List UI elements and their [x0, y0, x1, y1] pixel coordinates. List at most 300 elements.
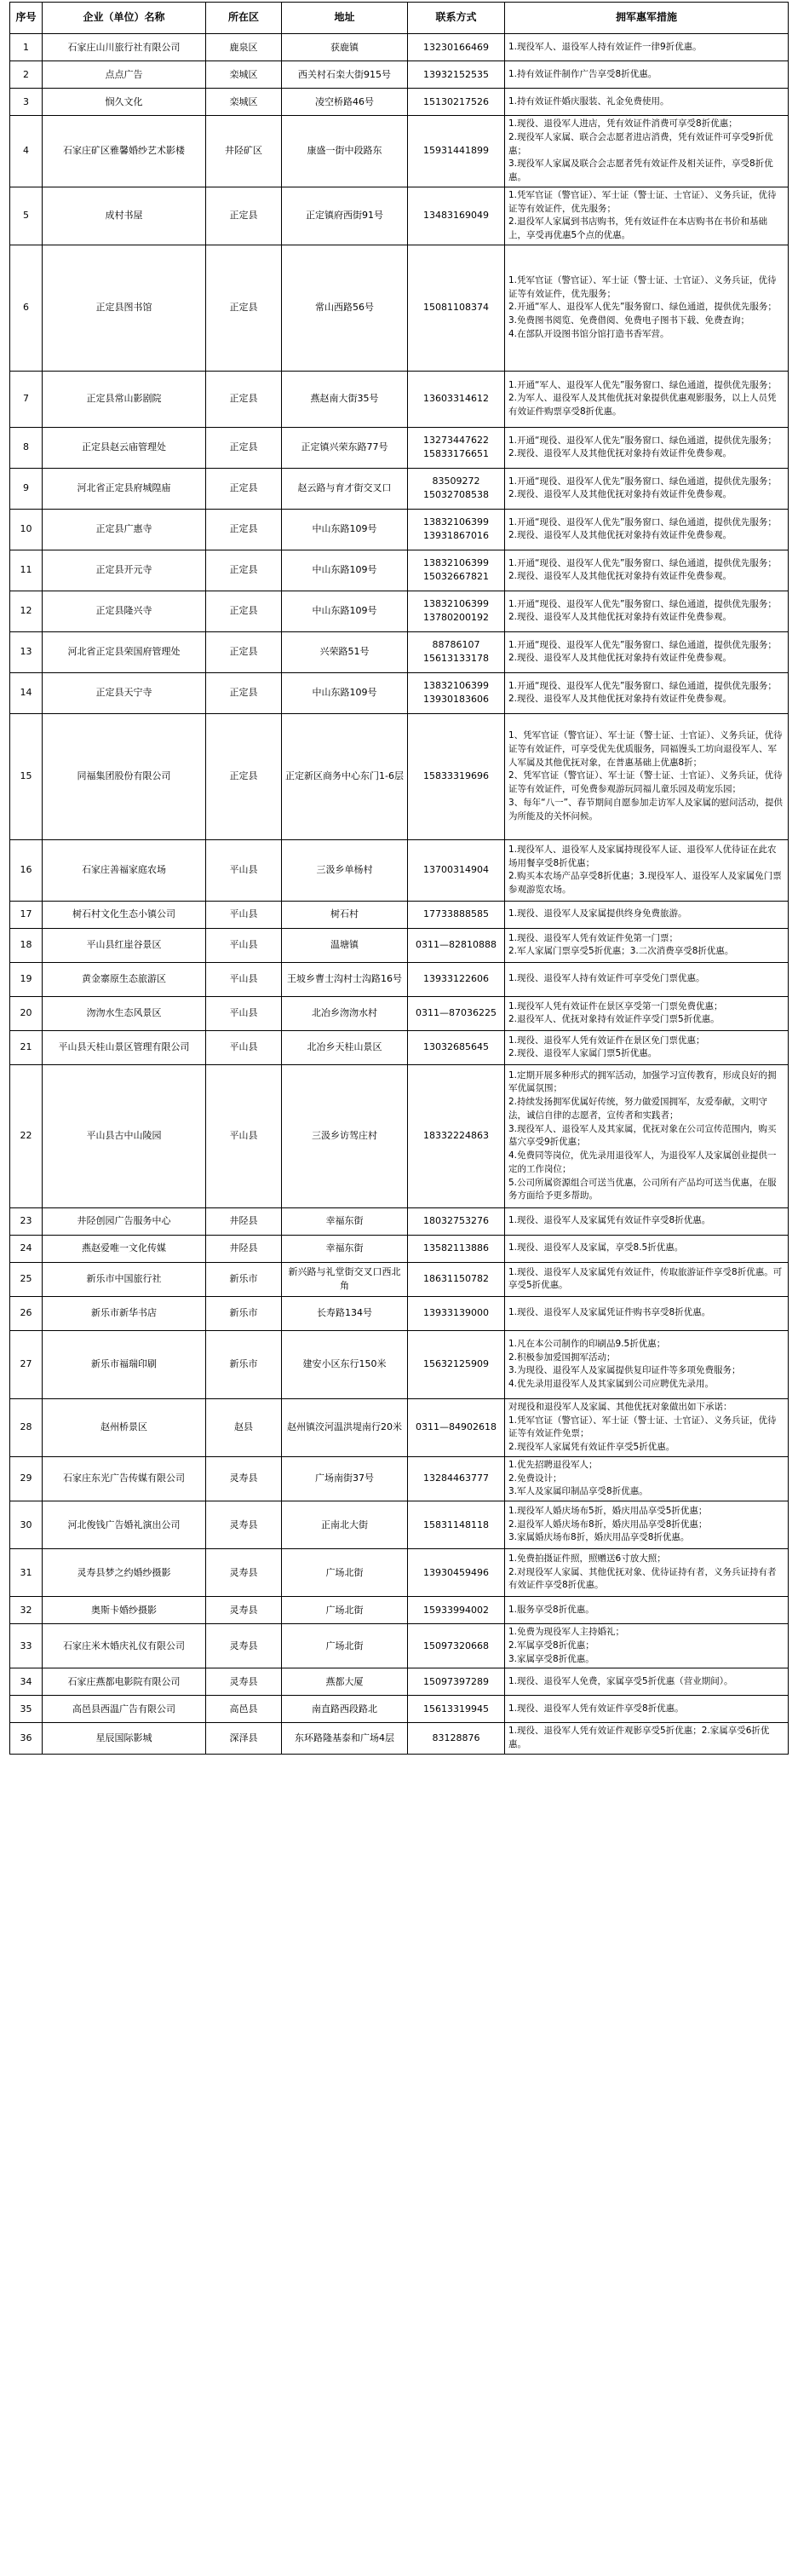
row-number: 28 — [10, 1398, 43, 1456]
company-name: 赵州桥景区 — [43, 1398, 206, 1456]
district: 平山县 — [206, 928, 282, 962]
contact — [408, 1330, 505, 1398]
measure-item: 1.现役军人婚庆场布5折，婚庆用品享受5折优惠； — [508, 1505, 708, 1516]
measure-item: 1.现役、退役军人及家属凭证件购书享受8折优惠。 — [508, 1307, 711, 1318]
measure-item: 3.家属享受8折优惠。 — [508, 1653, 594, 1664]
row-number: 7 — [10, 371, 43, 427]
phone-number: 15933994002 — [423, 1604, 489, 1616]
company-name: 树石村文化生态小镇公司 — [43, 901, 206, 928]
address: 正定新区商务中心东门1-6层 — [282, 713, 408, 839]
contact — [408, 89, 505, 116]
row-number: 1 — [10, 34, 43, 61]
address: 凌空桥路46号 — [282, 89, 408, 116]
company-name: 正定县赵云庙管理处 — [43, 427, 206, 468]
row-number: 8 — [10, 427, 43, 468]
measure-item: 1.持有效证件制作广告享受8折优惠。 — [508, 68, 657, 79]
measure-item: 2.现役军人家属凭有效证件享受5折优惠。 — [508, 1442, 675, 1452]
district: 平山县 — [206, 839, 282, 901]
measure-item: 1.服务享受8折优惠。 — [508, 1604, 594, 1615]
company-name: 河北俊钱广告婚礼演出公司 — [43, 1501, 206, 1549]
contact — [408, 468, 505, 509]
district: 新乐市 — [206, 1262, 282, 1296]
measures — [505, 509, 789, 550]
measure-item: 1.现役军人、退役军人持有效证件一律9折优惠。 — [508, 41, 702, 52]
measure-item: 2.购买本农场产品享受8折优惠；3.现役军人、退役军人及家属免门票参观游览农场。 — [508, 871, 782, 895]
measures — [505, 713, 789, 839]
district: 正定县 — [206, 591, 282, 631]
measures — [505, 672, 789, 713]
address: 广场北街 — [282, 1549, 408, 1597]
row-number: 4 — [10, 116, 43, 187]
table-row — [10, 1030, 789, 1064]
phone-number: 13832106399 — [423, 516, 489, 528]
measures — [505, 1501, 789, 1549]
measures — [505, 839, 789, 901]
measures — [505, 1064, 789, 1207]
table-row — [10, 34, 789, 61]
measure-item: 3.军人及家属印制品享受8折优惠。 — [508, 1486, 648, 1497]
measure-item: 2.开通“军人、退役军人优先”服务窗口、绿色通道，提供优先服务； — [508, 302, 777, 313]
table-row — [10, 245, 789, 371]
contact — [408, 1235, 505, 1262]
row-number: 36 — [10, 1723, 43, 1755]
company-name: 沕沕水生态风景区 — [43, 996, 206, 1030]
measure-item: 1.凡在本公司制作的印刷品9.5折优惠； — [508, 1338, 666, 1349]
phone-number: 15032708538 — [423, 489, 489, 501]
row-number: 33 — [10, 1624, 43, 1668]
address: 幸福东街 — [282, 1207, 408, 1235]
phone-number: 15613133178 — [423, 653, 489, 665]
company-name: 正定县图书馆 — [43, 245, 206, 371]
phone-number: 13230166469 — [423, 41, 489, 53]
contact — [408, 1549, 505, 1597]
table-row — [10, 713, 789, 839]
table-row — [10, 1549, 789, 1597]
phone-number: 13780200192 — [423, 612, 489, 624]
phone-number: 0311—84902618 — [416, 1421, 497, 1433]
table-row — [10, 839, 789, 901]
row-number: 19 — [10, 962, 43, 996]
row-number: 27 — [10, 1330, 43, 1398]
measure-item: 2.现役、退役军人及其他优抚对象持有效证件免费参观。 — [508, 653, 732, 664]
header-name: 企业（单位）名称 — [43, 3, 206, 34]
table-row — [10, 1398, 789, 1456]
contact — [408, 116, 505, 187]
measures — [505, 371, 789, 427]
table-row — [10, 116, 789, 187]
table-row — [10, 996, 789, 1030]
address: 王坡乡曹士沟村士沟路16号 — [282, 962, 408, 996]
address: 兴荣路51号 — [282, 631, 408, 672]
measures — [505, 1723, 789, 1755]
address: 北冶乡天桂山景区 — [282, 1030, 408, 1064]
table-row — [10, 1330, 789, 1398]
measures — [505, 34, 789, 61]
company-name: 正定县广惠寺 — [43, 509, 206, 550]
row-number: 20 — [10, 996, 43, 1030]
phone-number: 15931441899 — [423, 145, 489, 157]
table-row — [10, 61, 789, 89]
contact — [408, 1597, 505, 1624]
measure-item: 2.军人家属门票享受5折优惠；3.二次消费享受8折优惠。 — [508, 946, 734, 957]
measures — [505, 928, 789, 962]
header-contact: 联系方式 — [408, 3, 505, 34]
measure-item: 2.免费设计； — [508, 1472, 562, 1484]
address: 燕都大厦 — [282, 1668, 408, 1696]
measures — [505, 89, 789, 116]
measure-item: 1.开通“现役、退役军人优先”服务窗口、绿色通道，提供优先服务； — [508, 557, 777, 568]
company-name: 河北省正定县府城隍庙 — [43, 468, 206, 509]
phone-number: 83128876 — [432, 1732, 480, 1744]
measure-item: 1.开通“现役、退役军人优先”服务窗口、绿色通道，提供优先服务； — [508, 516, 777, 527]
measure-item: 1.开通“军人、退役军人优先”服务窗口、绿色通道，提供优先服务； — [508, 379, 777, 390]
company-name: 燕赵爱唯一文化传媒 — [43, 1235, 206, 1262]
row-number: 18 — [10, 928, 43, 962]
row-number: 25 — [10, 1262, 43, 1296]
measures — [505, 187, 789, 245]
company-name: 平山县红崖谷景区 — [43, 928, 206, 962]
measure-item: 1.现役军人凭有效证件在景区享受第一门票免费优惠； — [508, 1000, 723, 1011]
measure-item: 2.对现役军人家属、其他优抚对象、优待证持有者，义务兵证持有者有效证件享受8折优惠。 — [508, 1566, 777, 1591]
measures — [505, 427, 789, 468]
measure-item: 2.退役军人、优抚对象持有效证件享受门票5折优惠。 — [508, 1014, 720, 1025]
company-name: 石家庄善福家庭农场 — [43, 839, 206, 901]
measure-item: 4.免费同等岗位，优先录用退役军人，为退役军人及家属创业提供一定的工作岗位； — [508, 1150, 777, 1174]
measure-item: 2.现役、退役军人及其他优抚对象持有效证件免费参观。 — [508, 448, 732, 459]
table-row — [10, 89, 789, 116]
measure-item: 1.凭军官证（警官证）、军士证（警士证、士官证）、义务兵证，优待证等有效证件免票； — [508, 1415, 777, 1439]
phone-number: 13483169049 — [423, 210, 489, 222]
measure-item: 3.免费图书阅览、免费借阅、免费电子图书下载、免费查询； — [508, 315, 750, 326]
header-no: 序号 — [10, 3, 43, 34]
table-row — [10, 1262, 789, 1296]
phone-number: 13284463777 — [423, 1472, 489, 1484]
measure-item: 3.现役军人、退役军人及其家属，优抚对象在公司宣传范围内，购买墓穴享受9折优惠； — [508, 1123, 777, 1148]
phone-number: 13832106399 — [423, 680, 489, 692]
contact — [408, 962, 505, 996]
address: 幸福东街 — [282, 1235, 408, 1262]
district: 灵寿县 — [206, 1624, 282, 1668]
measures — [505, 1207, 789, 1235]
address: 中山东路109号 — [282, 591, 408, 631]
contact — [408, 1030, 505, 1064]
row-number: 35 — [10, 1696, 43, 1723]
company-name: 点点广告 — [43, 61, 206, 89]
row-number: 34 — [10, 1668, 43, 1696]
table-row — [10, 427, 789, 468]
address: 新兴路与礼堂街交叉口西北角 — [282, 1262, 408, 1296]
measures — [505, 1030, 789, 1064]
company-name: 石家庄米木婚庆礼仪有限公司 — [43, 1624, 206, 1668]
address: 正南北大街 — [282, 1501, 408, 1549]
phone-number: 13933139000 — [423, 1307, 489, 1319]
phone-number: 15097320668 — [423, 1640, 489, 1651]
measures — [505, 631, 789, 672]
phone-number: 83509272 — [432, 475, 480, 487]
district: 正定县 — [206, 468, 282, 509]
measure-item: 1、凭军官证（警官证）、军士证（警士证、士官证）、义务兵证，优待证等有效证件，可享受优先优质服务，同福馒头工坊向退役军人、军人军属及其他优抚对象，在普惠基础上优惠8折； — [508, 730, 783, 768]
contact — [408, 591, 505, 631]
row-number: 2 — [10, 61, 43, 89]
row-number: 13 — [10, 631, 43, 672]
table-row — [10, 187, 789, 245]
district: 灵寿县 — [206, 1501, 282, 1549]
measures — [505, 1549, 789, 1597]
contact — [408, 427, 505, 468]
measure-item: 2.持续发扬拥军优属好传统，努力做爱国拥军，友爱奉献，文明守法，诚信自律的志愿者，宣传者和实践者； — [508, 1097, 768, 1121]
contact — [408, 34, 505, 61]
phone-number: 17733888585 — [423, 908, 489, 920]
measure-item: 3.家属婚庆场布8折，婚庆用品享受8折优惠。 — [508, 1532, 690, 1543]
phone-number: 13832106399 — [423, 557, 489, 569]
row-number: 29 — [10, 1456, 43, 1501]
district: 井陉县 — [206, 1235, 282, 1262]
measure-item: 2.现役、退役军人及其他优抚对象持有效证件免费参观。 — [508, 530, 732, 541]
company-name: 新乐市福瑞印刷 — [43, 1330, 206, 1398]
district: 正定县 — [206, 672, 282, 713]
contact — [408, 187, 505, 245]
company-name: 井陉创园广告服务中心 — [43, 1207, 206, 1235]
district: 灵寿县 — [206, 1456, 282, 1501]
company-name: 正定县隆兴寺 — [43, 591, 206, 631]
district: 灵寿县 — [206, 1597, 282, 1624]
phone-number: 18032753276 — [423, 1215, 489, 1227]
table-row — [10, 672, 789, 713]
table-row — [10, 1501, 789, 1549]
company-name: 灵寿县梦之约婚纱摄影 — [43, 1549, 206, 1597]
company-name: 奥斯卡婚纱摄影 — [43, 1597, 206, 1624]
measure-item: 2.现役、退役军人及其他优抚对象持有效证件免费参观。 — [508, 571, 732, 582]
measure-item: 1.优先招聘退役军人； — [508, 1459, 598, 1470]
measure-item: 3.为现役、退役军人及家属提供复印证件等多项免费服务； — [508, 1365, 741, 1376]
company-name: 高邑县西温广告有限公司 — [43, 1696, 206, 1723]
measure-item: 2.退役军人婚庆场布8折，婚庆用品享受8折优惠； — [508, 1519, 708, 1530]
contact — [408, 550, 505, 591]
address: 广场北街 — [282, 1624, 408, 1668]
address: 中山东路109号 — [282, 509, 408, 550]
district: 平山县 — [206, 996, 282, 1030]
measures — [505, 1330, 789, 1398]
contact — [408, 1668, 505, 1696]
company-name: 正定县天宁寺 — [43, 672, 206, 713]
address: 广场南街37号 — [282, 1456, 408, 1501]
phone-number: 18631150782 — [423, 1273, 489, 1285]
contact — [408, 996, 505, 1030]
header-row — [10, 3, 789, 34]
address: 常山西路56号 — [282, 245, 408, 371]
measure-item: 2、凭军官证（警官证）、军士证（警士证、士官证）、义务兵证，优待证等有效证件，可免费参观游玩同福儿童乐园及萌宠乐园； — [508, 770, 783, 795]
measure-item: 1.凭军官证（警官证）、军士证（警士证、士官证）、义务兵证，优待证等有效证件，优先服务； — [508, 189, 777, 214]
company-name: 悯久文化 — [43, 89, 206, 116]
measure-item: 1.现役、退役军人免费，家属享受5折优惠（营业期间）。 — [508, 1675, 733, 1686]
address: 西关村石栾大街915号 — [282, 61, 408, 89]
district: 正定县 — [206, 371, 282, 427]
address: 赵州镇洨河温洪堤南行20米 — [282, 1398, 408, 1456]
row-number: 12 — [10, 591, 43, 631]
military-measures-table — [9, 2, 789, 1755]
row-number: 11 — [10, 550, 43, 591]
table-body — [10, 34, 789, 1755]
contact — [408, 1696, 505, 1723]
measures — [505, 962, 789, 996]
address: 北冶乡沕沕水村 — [282, 996, 408, 1030]
header-area: 所在区 — [206, 3, 282, 34]
district: 灵寿县 — [206, 1668, 282, 1696]
company-name: 星辰国际影城 — [43, 1723, 206, 1755]
measure-item: 1.免费为现役军人主持婚礼； — [508, 1627, 625, 1637]
phone-number: 15632125909 — [423, 1358, 489, 1370]
measure-item: 3.现役军人家属及联合会志愿者凭有效证件及相关证件，享受8折优惠。 — [508, 158, 773, 182]
measure-item: 1.现役军人、退役军人及家属持现役军人证、退役军人优待证在此农场用餐享受8折优惠； — [508, 844, 777, 868]
measure-item: 2.现役、退役军人及其他优抚对象持有效证件免费参观。 — [508, 489, 732, 500]
measure-item: 1.现役、退役军人及家属，享受8.5折优惠。 — [508, 1242, 684, 1253]
company-name: 河北省正定县荣国府管理处 — [43, 631, 206, 672]
district: 深泽县 — [206, 1723, 282, 1755]
phone-number: 15613319945 — [423, 1703, 489, 1714]
company-name: 石家庄东光广告传媒有限公司 — [43, 1456, 206, 1501]
phone-number: 13603314612 — [423, 393, 489, 405]
table-row — [10, 509, 789, 550]
phone-number: 88786107 — [432, 639, 480, 651]
measures — [505, 1624, 789, 1668]
table-row — [10, 1723, 789, 1755]
contact — [408, 1501, 505, 1549]
address: 广场北街 — [282, 1597, 408, 1624]
district: 正定县 — [206, 631, 282, 672]
company-name: 黄金寨原生态旅游区 — [43, 962, 206, 996]
measures — [505, 1235, 789, 1262]
contact — [408, 245, 505, 371]
phone-number: 15081108374 — [423, 302, 489, 314]
measure-item: 对现役和退役军人及家属、其他优抚对象做出如下承诺： — [508, 1401, 732, 1412]
address: 东环路隆基泰和广场4层 — [282, 1723, 408, 1755]
address: 温塘镇 — [282, 928, 408, 962]
district: 正定县 — [206, 509, 282, 550]
measure-item: 2.现役、退役军人及其他优抚对象持有效证件免费参观。 — [508, 694, 732, 705]
measure-item: 5.公司所属资源组合可送当优惠，公司所有产品均可送当优惠，在服务方面给予更多帮助。 — [508, 1177, 777, 1202]
measure-item: 1.持有效证件婚庆服装、礼金免费使用。 — [508, 95, 669, 107]
row-number: 10 — [10, 509, 43, 550]
measures — [505, 1262, 789, 1296]
table-row — [10, 1064, 789, 1207]
company-name: 新乐市中国旅行社 — [43, 1262, 206, 1296]
phone-number: 18332224863 — [423, 1130, 489, 1142]
district: 栾城区 — [206, 61, 282, 89]
measure-item: 1.开通“现役、退役军人优先”服务窗口、绿色通道，提供优先服务； — [508, 475, 777, 487]
measures — [505, 245, 789, 371]
district: 新乐市 — [206, 1330, 282, 1398]
phone-number: 13700314904 — [423, 864, 489, 876]
measures — [505, 1456, 789, 1501]
measures — [505, 1668, 789, 1696]
row-number: 21 — [10, 1030, 43, 1064]
measure-item: 2.军属享受8折优惠； — [508, 1640, 594, 1651]
district: 高邑县 — [206, 1696, 282, 1723]
district: 正定县 — [206, 187, 282, 245]
contact — [408, 509, 505, 550]
phone-number: 15833176651 — [423, 448, 489, 460]
measure-item: 1.开通“现役、退役军人优先”服务窗口、绿色通道，提供优先服务； — [508, 639, 777, 650]
company-name: 正定县开元寺 — [43, 550, 206, 591]
table-row — [10, 1668, 789, 1696]
measure-item: 1.现役、退役军人凭有效证件享受8折优惠。 — [508, 1703, 684, 1714]
phone-number: 15831148118 — [423, 1519, 489, 1530]
district: 平山县 — [206, 901, 282, 928]
contact — [408, 901, 505, 928]
row-number: 26 — [10, 1296, 43, 1330]
table-row — [10, 1624, 789, 1668]
address: 燕赵南大街35号 — [282, 371, 408, 427]
row-number: 5 — [10, 187, 43, 245]
address: 长寿路134号 — [282, 1296, 408, 1330]
measure-item: 1.现役、退役军人进店，凭有效证件消费可享受8折优惠； — [508, 118, 738, 129]
address: 获鹿镇 — [282, 34, 408, 61]
measure-item: 2.现役军人家属、联合会志愿者进店消费，凭有效证件可享受9折优惠； — [508, 131, 773, 156]
table-row — [10, 962, 789, 996]
address: 中山东路109号 — [282, 550, 408, 591]
measures — [505, 1696, 789, 1723]
row-number: 15 — [10, 713, 43, 839]
table-row — [10, 928, 789, 962]
company-name: 石家庄山川旅行社有限公司 — [43, 34, 206, 61]
measures — [505, 901, 789, 928]
address: 三汲乡访驾庄村 — [282, 1064, 408, 1207]
address: 正定镇兴荣东路77号 — [282, 427, 408, 468]
phone-number: 13930459496 — [423, 1566, 489, 1578]
row-number: 24 — [10, 1235, 43, 1262]
contact — [408, 1064, 505, 1207]
contact — [408, 1207, 505, 1235]
district: 平山县 — [206, 1064, 282, 1207]
company-name: 新乐市新华书店 — [43, 1296, 206, 1330]
phone-number: 0311—82810888 — [416, 939, 497, 951]
phone-number: 15833319696 — [423, 770, 489, 782]
contact — [408, 631, 505, 672]
phone-number: 15097397289 — [423, 1675, 489, 1687]
contact — [408, 839, 505, 901]
contact — [408, 1624, 505, 1668]
contact — [408, 1456, 505, 1501]
district: 栾城区 — [206, 89, 282, 116]
contact — [408, 713, 505, 839]
phone-number: 13930183606 — [423, 694, 489, 706]
table-row — [10, 901, 789, 928]
measure-item: 4.优先录用退役军人及其家属到公司应聘优先录用。 — [508, 1379, 715, 1389]
phone-number: 13932152535 — [423, 68, 489, 80]
measures — [505, 61, 789, 89]
measures — [505, 591, 789, 631]
measure-item: 2.积极参加爱国拥军活动； — [508, 1351, 616, 1363]
contact — [408, 1262, 505, 1296]
measure-item: 4.在部队开设图书馆分馆打造书香军营。 — [508, 328, 669, 339]
measure-item: 1.现役、退役军人凭有效证件观影享受5折优惠；2.家属享受6折优惠。 — [508, 1726, 770, 1749]
row-number: 23 — [10, 1207, 43, 1235]
row-number: 16 — [10, 839, 43, 901]
contact — [408, 61, 505, 89]
district: 井陉县 — [206, 1207, 282, 1235]
row-number: 32 — [10, 1597, 43, 1624]
measure-item: 2.现役、退役军人家属门票5折优惠。 — [508, 1048, 657, 1059]
measure-item: 1.现役、退役军人持有效证件可享受免门票优惠。 — [508, 973, 705, 984]
company-name: 同福集团股份有限公司 — [43, 713, 206, 839]
phone-number: 13032685645 — [423, 1041, 489, 1053]
measure-item: 1.现役、退役军人及家属凭有效证件享受8折优惠。 — [508, 1215, 711, 1226]
table-row — [10, 371, 789, 427]
measure-item: 1.定期开展多种形式的拥军活动，加强学习宣传教育，形成良好的拥军优属氛围； — [508, 1069, 777, 1094]
measures — [505, 1296, 789, 1330]
district: 赵县 — [206, 1398, 282, 1456]
phone-number: 13832106399 — [423, 598, 489, 610]
